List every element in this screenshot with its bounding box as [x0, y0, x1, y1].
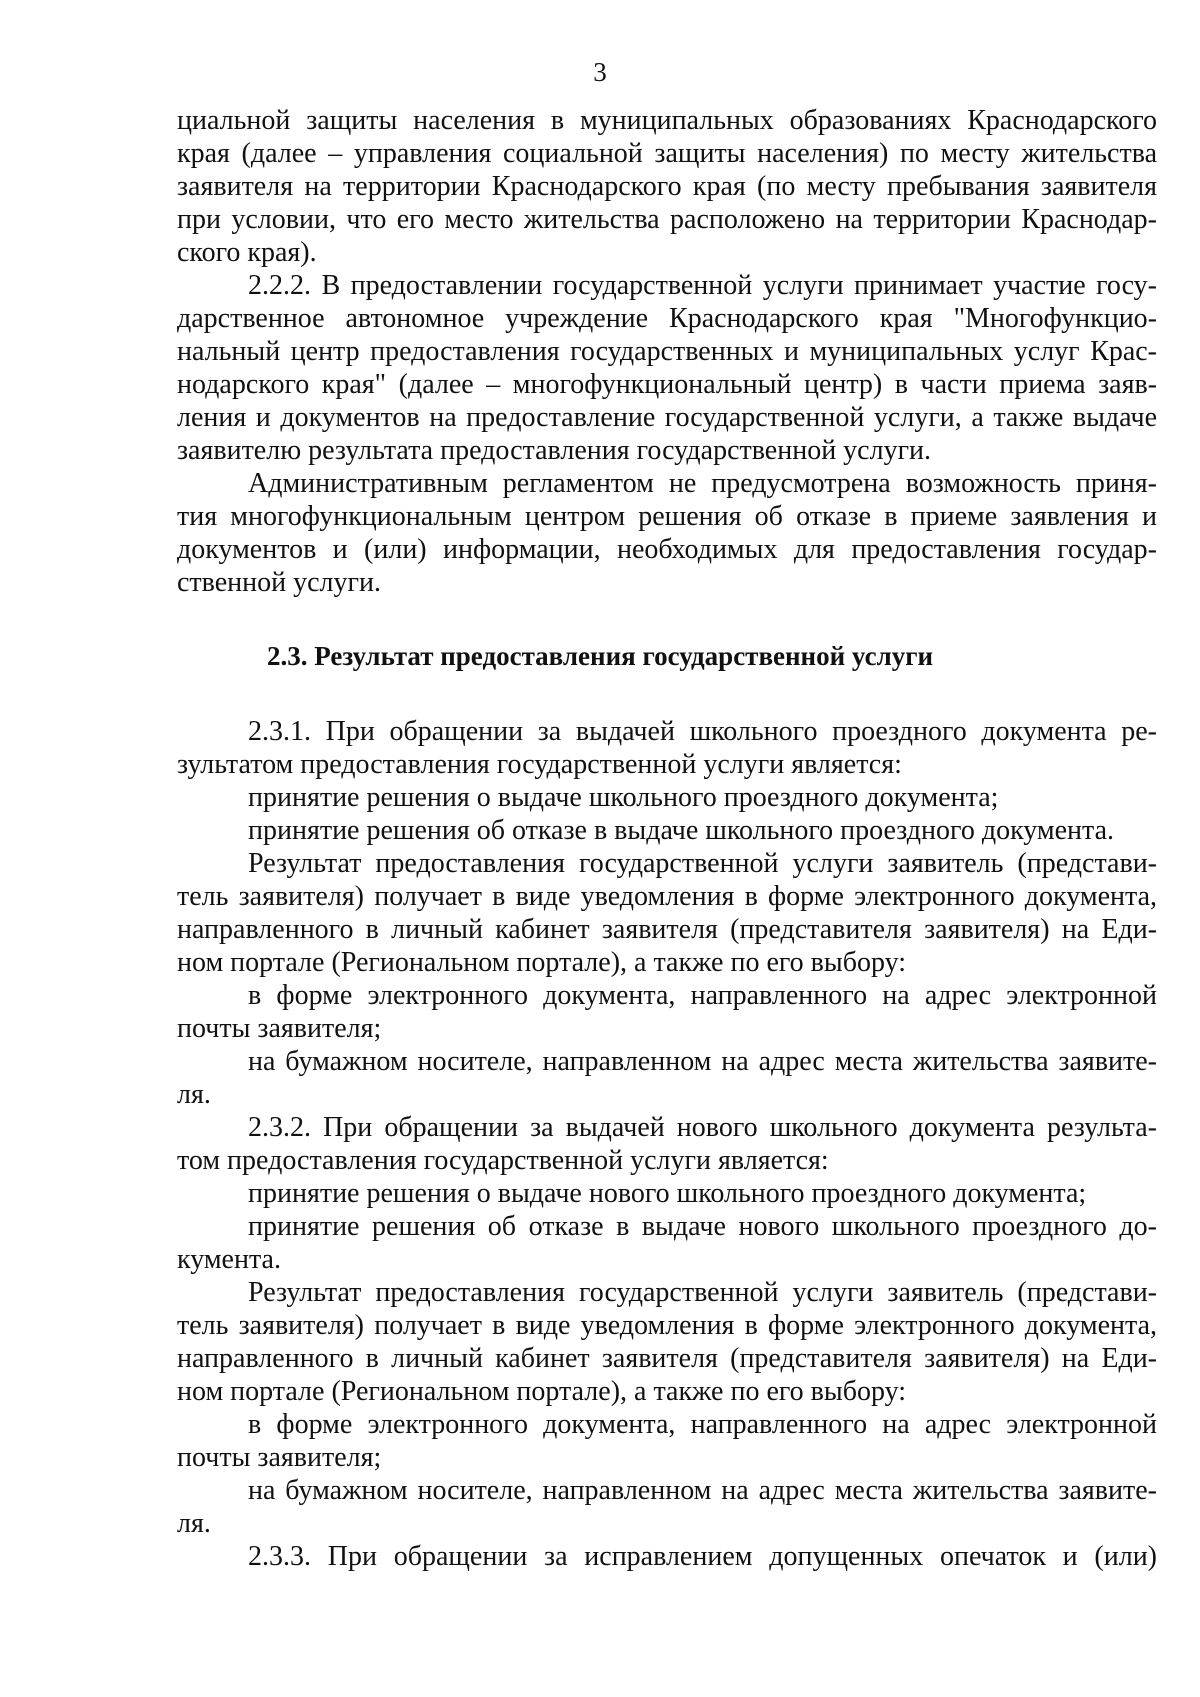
text-line: Результат предоставления государственной услуги заявитель (представи- — [248, 848, 1157, 879]
section-heading: 2.3. Результат предоставления государственной услуги — [266, 641, 934, 671]
text-line: ном портале (Региональном портале), а также по его выбору: — [177, 1376, 906, 1407]
text-line: том предоставления государственной услуги является: — [177, 1145, 829, 1176]
text-line: принятие решения об отказе в выдаче нового школьного проездного до- — [248, 1211, 1157, 1242]
text-line: почты заявителя; — [177, 1013, 382, 1044]
text-line: ном портале (Региональном портале), а также по его выбору: — [177, 947, 906, 978]
text-line: тия многофункциональным центром решения об отказе в приеме заявления и — [177, 501, 1157, 532]
text-line: направленного в личный кабинет заявителя (представителя заявителя) на Еди- — [177, 914, 1157, 945]
text-line: документов и (или) информации, необходимых для предоставления государ- — [177, 534, 1157, 565]
text-line: ственной услуги. — [177, 567, 381, 598]
text-line: в форме электронного документа, направленного на адрес электронной — [248, 980, 1157, 1011]
text-line: ления и документов на предоставление государственной услуги, а также выдаче — [177, 402, 1157, 433]
text-line: 2.3.2. При обращении за выдачей нового школьного документа результа- — [248, 1112, 1157, 1143]
text-line: принятие решения о выдаче нового школьного проездного документа; — [248, 1178, 1087, 1209]
text-line: Административным регламентом не предусмотрена возможность приня- — [248, 468, 1157, 499]
text-line: в форме электронного документа, направленного на адрес электронной — [248, 1409, 1157, 1440]
text-line: нодарского края" (далее – многофункциональный центр) в части приема заяв- — [177, 369, 1157, 400]
text-line: на бумажном носителе, направленном на адрес места жительства заявите- — [248, 1046, 1157, 1077]
text-line: тель заявителя) получает в виде уведомления в форме электронного документа, — [177, 881, 1157, 912]
text-line: ля. — [177, 1079, 211, 1110]
text-line: нальный центр предоставления государственных и муниципальных услуг Крас- — [177, 336, 1157, 367]
text-line: циальной защиты населения в муниципальных образованиях Краснодарского — [177, 105, 1157, 136]
text-line: почты заявителя; — [177, 1442, 382, 1473]
page-number: 3 — [593, 57, 607, 87]
text-line: заявителя на территории Краснодарского края (по месту пребывания заявителя — [177, 171, 1157, 202]
text-line: на бумажном носителе, направленном на адрес места жительства заявите- — [248, 1475, 1157, 1506]
text-line: ского края). — [177, 237, 317, 268]
text-line: принятие решения о выдаче школьного проездного документа; — [248, 782, 999, 813]
text-line: 2.2.2. В предоставлении государственной услуги принимает участие госу- — [248, 270, 1157, 301]
text-line: заявителю результата предоставления государственной услуги. — [177, 435, 932, 466]
text-line: края (далее – управления социальной защиты населения) по месту жительства — [177, 138, 1157, 169]
text-line: 2.3.3. При обращении за исправлением допущенных опечаток и (или) — [248, 1541, 1157, 1572]
text-line: кумента. — [177, 1244, 281, 1275]
text-line: зультатом предоставления государственной услуги является: — [177, 749, 902, 780]
text-line: тель заявителя) получает в виде уведомления в форме электронного документа, — [177, 1310, 1157, 1341]
text-line: 2.3.1. При обращении за выдачей школьного проездного документа ре- — [248, 716, 1157, 747]
text-line: принятие решения об отказе в выдаче школьного проездного документа. — [248, 815, 1115, 846]
text-line: при условии, что его место жительства расположено на территории Краснодар- — [177, 204, 1157, 235]
text-line: ля. — [177, 1508, 211, 1539]
text-line: Результат предоставления государственной услуги заявитель (представи- — [248, 1277, 1157, 1308]
text-line: направленного в личный кабинет заявителя (представителя заявителя) на Еди- — [177, 1343, 1157, 1374]
text-line: дарственное автономное учреждение Краснодарского края "Многофункцио- — [177, 303, 1157, 334]
